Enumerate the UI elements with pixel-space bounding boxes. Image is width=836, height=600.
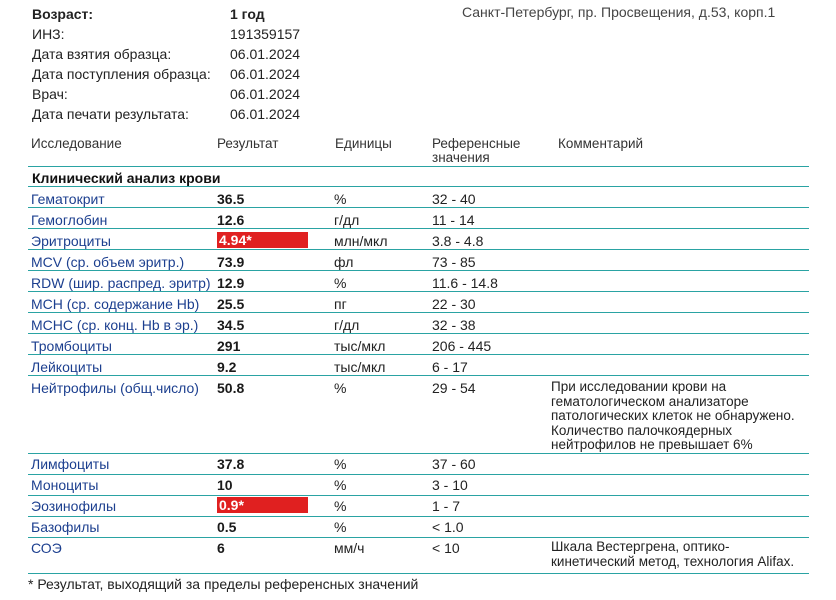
reference-range: 32 - 40	[432, 191, 476, 207]
row-divider	[28, 474, 809, 475]
result-value-flagged: 4.94*	[217, 232, 308, 248]
lab-address: Санкт-Петербург, пр. Просвещения, д.53, корп.1	[462, 4, 776, 20]
row-divider	[28, 270, 809, 271]
column-comment: Комментарий	[558, 136, 644, 151]
test-name: Эозинофилы	[31, 498, 117, 514]
reference-range: 29 - 54	[432, 380, 476, 396]
test-name: MCH (ср. содержание Hb)	[31, 296, 200, 312]
column-units: Единицы	[335, 136, 392, 151]
sample-received-value: 06.01.2024	[230, 66, 301, 82]
test-name: Нейтрофилы (общ.число)	[31, 380, 199, 396]
inz-value: 191359157	[230, 26, 301, 42]
row-divider	[28, 573, 809, 574]
reference-range: 22 - 30	[432, 296, 476, 312]
result-unit: г/дл	[334, 212, 360, 228]
row-divider	[28, 537, 809, 538]
result-unit: пг	[334, 296, 347, 312]
result-value: 12.6	[217, 212, 245, 228]
reference-range: 37 - 60	[432, 456, 476, 472]
result-value: 36.5	[217, 191, 245, 207]
result-unit: %	[334, 275, 347, 291]
test-name: Моноциты	[31, 477, 99, 493]
row-divider	[28, 312, 809, 313]
result-comment: Шкала Вестергрена, оптико-кинетический метод, технология Alifax.	[551, 539, 795, 569]
reference-range: 11.6 - 14.8	[432, 275, 498, 291]
result-unit: %	[334, 498, 347, 514]
row-divider	[28, 495, 809, 496]
header-rule	[28, 166, 809, 167]
test-name: Лейкоциты	[31, 359, 103, 375]
column-study: Исследование	[31, 136, 122, 151]
test-name: Гемоглобин	[31, 212, 108, 228]
reference-range: 1 - 7	[432, 498, 461, 514]
row-divider	[28, 291, 809, 292]
result-unit: млн/мкл	[334, 233, 388, 249]
result-unit: %	[334, 456, 347, 472]
row-divider	[28, 249, 809, 250]
result-value: 73.9	[217, 254, 245, 270]
test-name: Базофилы	[31, 519, 100, 535]
column-reference	[432, 137, 520, 165]
section-title: Клинический анализ крови	[32, 170, 221, 186]
age-label: Возраст:	[32, 6, 94, 22]
row-divider	[28, 228, 809, 229]
reference-range: 3.8 - 4.8	[432, 233, 484, 249]
result-unit: %	[334, 477, 347, 493]
test-name: MCHC (ср. конц. Hb в эр.)	[31, 317, 199, 333]
result-value: 37.8	[217, 456, 245, 472]
inz-label: ИНЗ:	[32, 26, 65, 42]
row-divider	[28, 354, 809, 355]
result-value: 34.5	[217, 317, 245, 333]
result-value: 25.5	[217, 296, 245, 312]
reference-range: 73 - 85	[432, 254, 476, 270]
column-reference-line1: Референсные	[432, 136, 521, 151]
result-comment: При исследовании крови на гематологическом анализаторе патологических клеток не обнаружено. Количество палочкоядерных нейтрофилов не превышает 6%	[551, 379, 795, 452]
reference-range: 206 - 445	[432, 338, 492, 354]
result-unit: тыс/мкл	[334, 338, 386, 354]
test-name: СОЭ	[31, 540, 62, 556]
row-divider	[28, 207, 809, 208]
column-reference-line2: значения	[432, 150, 490, 165]
result-unit: фл	[334, 254, 354, 270]
print-date-value: 06.01.2024	[230, 106, 301, 122]
row-divider	[28, 375, 809, 376]
reference-range: 32 - 38	[432, 317, 476, 333]
sample-received-label: Дата поступления образца:	[32, 66, 211, 82]
reference-range: < 1.0	[432, 519, 464, 535]
result-value: 10	[217, 477, 233, 493]
result-unit: мм/ч	[334, 540, 365, 556]
result-value: 0.5	[217, 519, 237, 535]
sample-taken-value: 06.01.2024	[230, 46, 301, 62]
result-unit: %	[334, 519, 347, 535]
footnote: * Результат, выходящий за пределы референсных значений	[28, 576, 419, 592]
result-unit: г/дл	[334, 317, 360, 333]
result-value-flagged: 0.9*	[217, 497, 308, 513]
test-name: Тромбоциты	[31, 338, 112, 354]
doctor-label: Врач:	[32, 86, 68, 102]
section-rule	[28, 186, 809, 187]
result-unit: %	[334, 380, 347, 396]
reference-range: 6 - 17	[432, 359, 468, 375]
result-unit: тыс/мкл	[334, 359, 386, 375]
reference-range: < 10	[432, 540, 460, 556]
sample-taken-label: Дата взятия образца:	[32, 46, 172, 62]
row-divider	[28, 333, 809, 334]
result-value: 50.8	[217, 380, 245, 396]
result-value: 6	[217, 540, 225, 556]
result-value: 12.9	[217, 275, 245, 291]
test-name: Эритроциты	[31, 233, 111, 249]
doctor-value: 06.01.2024	[230, 86, 301, 102]
test-name: MCV (ср. объем эритр.)	[31, 254, 185, 270]
row-divider	[28, 453, 809, 454]
test-name: RDW (шир. распред. эритр)	[31, 275, 211, 291]
column-result: Результат	[217, 136, 279, 151]
test-name: Гематокрит	[31, 191, 105, 207]
reference-range: 11 - 14	[432, 212, 475, 228]
row-divider	[28, 516, 809, 517]
print-date-label: Дата печати результата:	[32, 106, 189, 122]
age-value: 1 год	[230, 6, 265, 22]
result-unit: %	[334, 191, 347, 207]
reference-range: 3 - 10	[432, 477, 468, 493]
result-value: 291	[217, 338, 241, 354]
test-name: Лимфоциты	[31, 456, 110, 472]
result-value: 9.2	[217, 359, 237, 375]
